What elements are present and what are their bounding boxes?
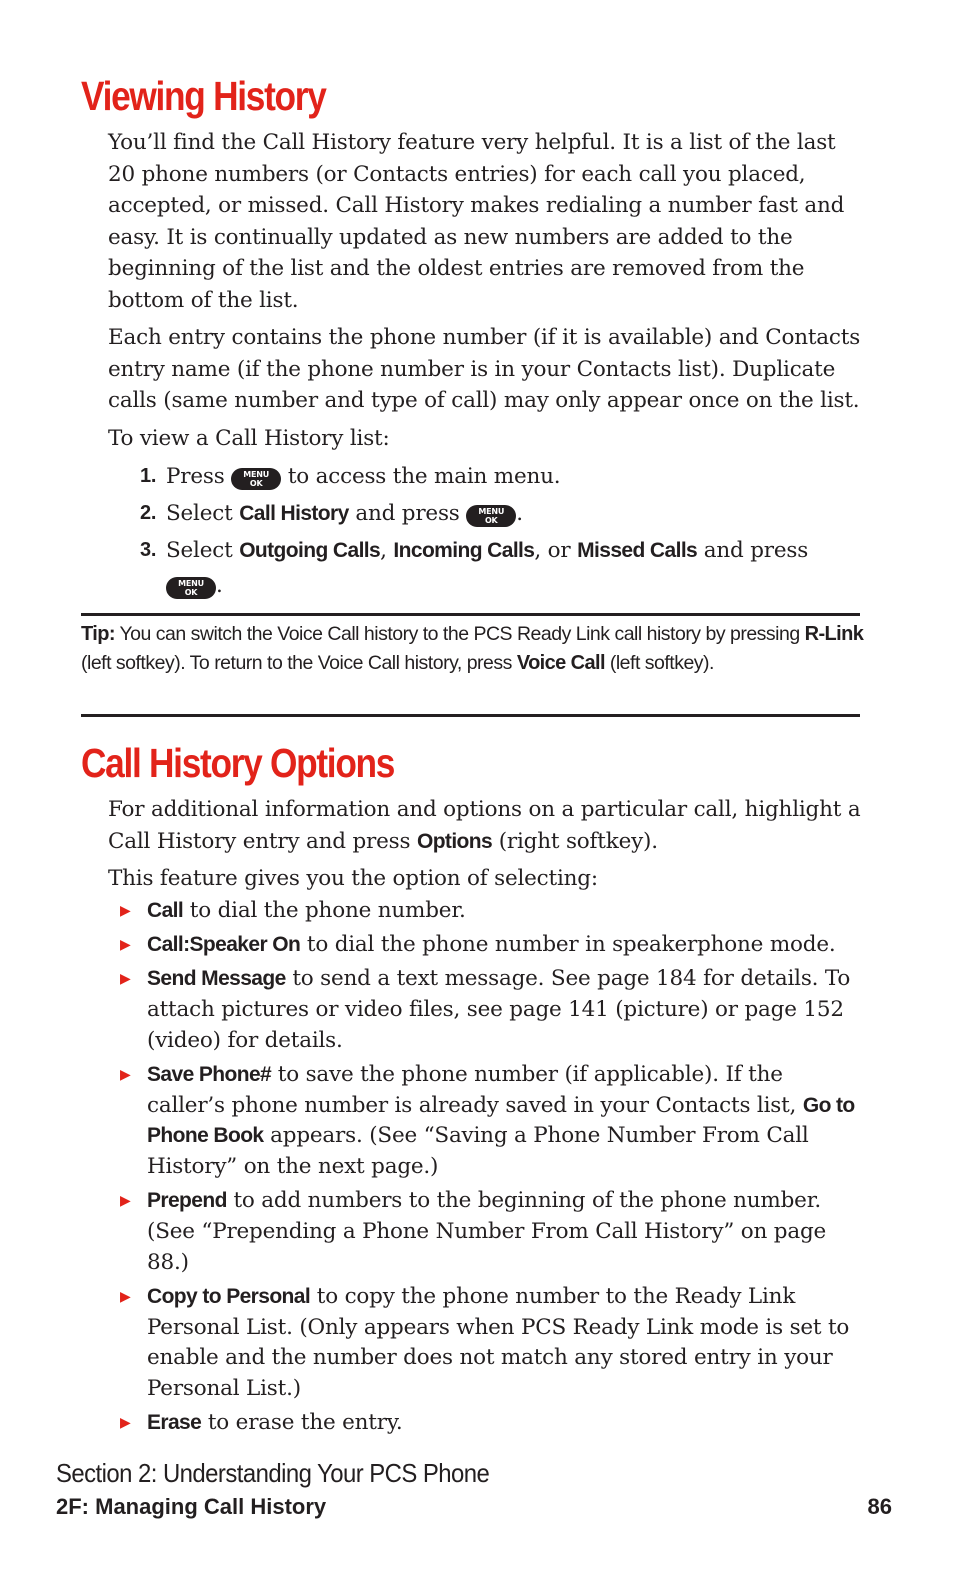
paragraph: Each entry contains the phone number (if it is available) and Contacts entry name (if the phone number is in your Contacts list). Duplicate calls (same number and type of call) may only appear once on the list.	[108, 325, 861, 413]
option-keyword: Call:Speaker On	[147, 933, 301, 957]
step-item	[140, 496, 860, 531]
paragraph-text: (right softkey).	[498, 828, 658, 854]
tip-text: You can switch the Voice Call history to the PCS Ready Link call history by pressing	[119, 623, 800, 645]
options-list	[120, 896, 865, 1442]
keyword-options: Options	[416, 829, 493, 853]
option-keyword: Erase	[147, 1411, 202, 1435]
heading-call-history-options: Call History Options	[81, 740, 395, 786]
heading-viewing-history: Viewing History	[81, 73, 326, 119]
tip-text: (left softkey). To return to the Voice Call history, press	[81, 652, 512, 674]
tip-keyword-voice-call: Voice Call	[516, 652, 605, 674]
option-text: to dial the phone number in speakerphone mode.	[306, 932, 836, 958]
paragraph-text: For additional information and options on a particular call, highlight a Call History entry and press	[108, 797, 861, 854]
step-number: 1.	[140, 465, 157, 487]
paragraph	[108, 794, 863, 857]
step-text: .	[516, 501, 523, 526]
page-number: 86	[867, 1494, 892, 1519]
list-item	[120, 930, 865, 961]
bullet-arrow-icon: ▶	[120, 937, 131, 954]
option-keyword: Call	[147, 899, 184, 922]
step-text: .	[216, 573, 223, 598]
option-keyword: Go to Phone Book	[147, 1093, 855, 1148]
bullet-arrow-icon: ▶	[120, 1067, 131, 1084]
list-item	[120, 1408, 865, 1439]
step-text: Select	[166, 501, 233, 526]
bullet-arrow-icon: ▶	[120, 903, 131, 919]
option-text: to add numbers to the beginning of the phone number. (See “Prepending a Phone Number From Call History” on page 88.)	[147, 1188, 827, 1275]
paragraph: This feature gives you the option of selecting:	[108, 866, 598, 891]
footer-section-title: Section 2: Understanding Your PCS Phone	[56, 1458, 490, 1488]
bullet-arrow-icon: ▶	[120, 1415, 131, 1432]
tip-keyword-r-link: R-Link	[804, 623, 864, 645]
menu-item-missed-calls: Missed Calls	[577, 539, 698, 562]
step-item	[140, 459, 860, 494]
list-item	[120, 964, 865, 1056]
tip-top-rule	[81, 613, 860, 616]
tip-box	[81, 620, 871, 678]
bullet-arrow-icon: ▶	[120, 1193, 131, 1210]
option-keyword: Save Phone#	[147, 1063, 272, 1087]
option-keyword: Send Message	[147, 967, 286, 991]
option-text: to copy the phone number to the Ready Link Personal List. (Only appears when PCS Ready Link mode is set to enable and the number does not match any stored entry in your Personal List.)	[147, 1283, 850, 1402]
step-item	[140, 533, 860, 603]
footer-chapter-title: 2F: Managing Call History	[56, 1494, 327, 1519]
paragraph: To view a Call History list:	[108, 425, 390, 451]
menu-item-incoming-calls: Incoming Calls	[393, 539, 535, 562]
option-text: to dial the phone number.	[189, 898, 466, 923]
step-number: 2.	[140, 502, 157, 524]
menu-ok-key-icon: MENU OK	[231, 468, 281, 490]
list-item	[120, 1186, 865, 1278]
paragraph: You’ll find the Call History feature very helpful. It is a list of the last 20 phone numbers (or Contacts entries) for each call you placed, accepted, or missed. Call History makes redialing a number fast and easy. It is continually updated as new numbers are added to the beginning of the list and the oldest entries are removed from the bottom of the list.	[108, 130, 845, 313]
tip-text: (left softkey).	[609, 652, 714, 674]
option-text: to send a text message. See page 184 for details. To attach pictures or video files, see page 141 (picture) or page 152 (video) for details.	[147, 966, 851, 1053]
option-text: to save the phone number (if applicable). If the caller’s phone number is already saved in your Contacts list,	[147, 1062, 797, 1118]
option-text: to erase the entry.	[207, 1410, 403, 1436]
bullet-arrow-icon: ▶	[120, 971, 131, 988]
option-keyword: Prepend	[147, 1189, 227, 1213]
section1-body	[108, 127, 863, 460]
step-text: ,	[380, 538, 387, 563]
option-keyword: Copy to Personal	[147, 1284, 311, 1308]
menu-item-call-history: Call History	[239, 502, 349, 525]
step-text: Press	[166, 464, 225, 489]
tip-label: Tip:	[81, 623, 115, 645]
step-text: and press	[355, 501, 460, 526]
menu-ok-key-icon: MENU OK	[166, 577, 216, 599]
step-text: to access the main menu.	[287, 464, 561, 489]
step-text: Select	[166, 538, 233, 563]
menu-ok-key-icon: MENU OK	[466, 505, 516, 527]
list-item	[120, 896, 865, 927]
step-text: and press	[703, 538, 809, 563]
menu-item-outgoing-calls: Outgoing Calls	[239, 539, 381, 562]
list-item	[120, 1060, 865, 1183]
steps-list	[140, 459, 860, 603]
list-item	[120, 1282, 865, 1405]
step-number: 3.	[140, 539, 157, 561]
option-text: appears. (See “Saving a Phone Number From Call History” on the next page.)	[147, 1123, 809, 1180]
bullet-arrow-icon: ▶	[120, 1288, 131, 1305]
tip-bottom-rule	[81, 714, 860, 717]
step-text: , or	[534, 538, 571, 563]
section2-body	[108, 794, 863, 901]
